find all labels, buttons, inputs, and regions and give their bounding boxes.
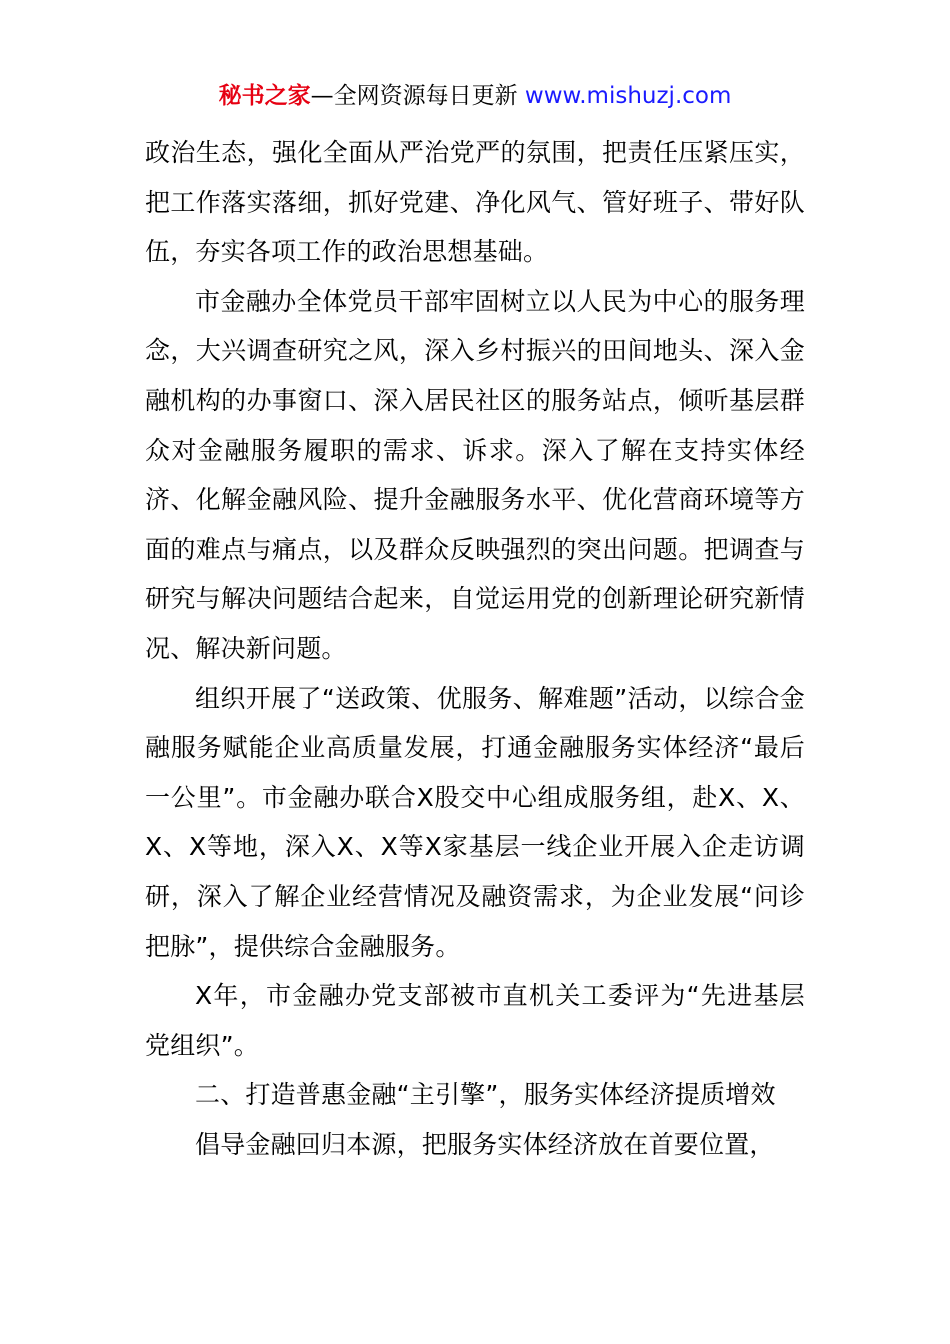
section-heading: 二、打造普惠金融“主引擎”，服务实体经济提质增效	[195, 1080, 776, 1110]
header-tagline: —全网资源每日更新	[310, 83, 525, 109]
paragraph-activity: 组织开展了“送政策、优服务、解难题”活动，以综合金融服务赋能企业高质量发展，打通金融服务实体经济“最后一公里”。市金融办联合X股交中心组成服务组，赴X、X、X、X等地，深入X、X等X家基层一线企业开展入企走访调研，深入了解企业经营情况及融资需求，为企业发展“问诊把脉”，提供综合金融服务。	[145, 683, 805, 961]
paragraph-service-concept: 市金融办全体党员干部牢固树立以人民为中心的服务理念，大兴调查研究之风，深入乡村振兴的田间地头、深入金融机构的办事窗口、深入居民社区的服务站点，倾听基层群众对金融服务履职的需求、诉求。深入了解在支持实体经济、化解金融风险、提升金融服务水平、优化营商环境等方面的难点与痛点，以及群众反映强烈的突出问题。把调查与研究与解决问题结合起来，自觉运用党的创新理论研究新情况、解决新问题。	[145, 286, 805, 663]
document-body	[145, 128, 805, 1169]
paragraph-continuation: 政治生态，强化全面从严治党严的氛围，把责任压紧压实，把工作落实落细，抓好党建、净化风气、管好班子、带好队伍，夯实各项工作的政治思想基础。	[145, 138, 805, 267]
brand-name: 秘书之家	[218, 83, 311, 109]
site-url-link[interactable]: www.mishuzj.com	[524, 83, 732, 109]
paragraph-award: X年，市金融办党支部被市直机关工委评为“先进基层党组织”。	[145, 981, 805, 1060]
page-header	[0, 80, 950, 112]
paragraph-inclusive-finance: 倡导金融回归本源，把服务实体经济放在首要位置，	[195, 1129, 775, 1159]
